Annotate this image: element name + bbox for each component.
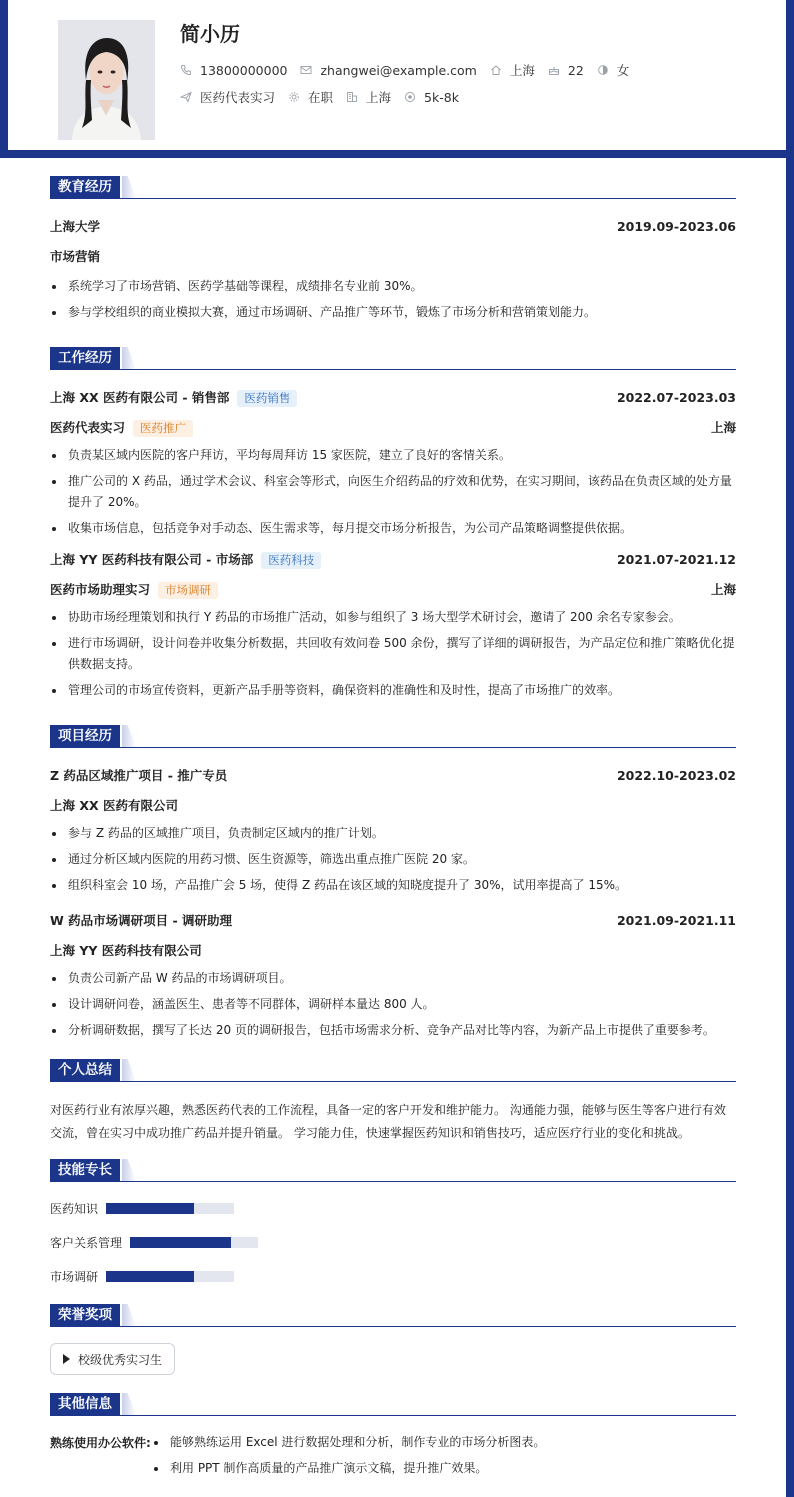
avatar-photo xyxy=(58,20,155,140)
email-item xyxy=(300,63,476,78)
job-entry xyxy=(50,549,736,701)
skill-bar-fill xyxy=(106,1203,194,1214)
skill-item xyxy=(50,1198,399,1218)
send-icon xyxy=(180,91,192,103)
project-org: 上海 XX 医药有限公司 xyxy=(50,798,178,813)
project-bullets xyxy=(50,968,736,1041)
position-line xyxy=(50,418,193,437)
job-bullets xyxy=(50,607,736,701)
skills-list xyxy=(50,1198,736,1300)
list-item: 参与学校组织的商业模拟大赛，通过市场调研、产品推广等环节，锻炼了市场分析和营销策划能力。 xyxy=(50,302,736,323)
phone-icon xyxy=(180,64,192,76)
industry-tag: 医药销售 xyxy=(237,390,297,407)
section-title-decoration xyxy=(122,725,136,747)
list-item: 协助市场经理策划和执行 Y 药品的市场推广活动，如参与组织了 3 场大型学术研讨会，邀请了 200 余名专家参会。 xyxy=(50,607,736,628)
status-value: 在职 xyxy=(308,90,334,105)
salary-value: 5k-8k xyxy=(424,89,459,105)
section-title: 个人总结 xyxy=(50,1059,120,1081)
section-header xyxy=(50,1159,736,1182)
position-name: 医药市场助理实习 xyxy=(50,581,151,597)
resume-content xyxy=(50,176,736,1484)
section-title: 教育经历 xyxy=(50,176,120,198)
gender-icon xyxy=(597,64,609,76)
list-item: 分析调研数据，撰写了长达 20 页的调研报告，包括市场需求分析、竞争产品对比等内容，为新产品上市提供了重要参考。 xyxy=(50,1020,736,1041)
project-date: 2021.09-2021.11 xyxy=(616,912,736,928)
city-item xyxy=(490,61,535,79)
section-header xyxy=(50,725,736,748)
project-org-row xyxy=(50,940,736,960)
major-row xyxy=(50,246,736,266)
section-title: 荣誉奖项 xyxy=(50,1304,120,1326)
job-date: 2021.07-2021.12 xyxy=(616,551,736,567)
job-date: 2022.07-2023.03 xyxy=(616,389,736,405)
list-item: 管理公司的市场宣传资料，更新产品手册等资料，确保资料的准确性和及时性，提高了市场推广的效率。 xyxy=(50,680,736,701)
phone-value: 13800000000 xyxy=(200,62,288,78)
section-header xyxy=(50,176,736,199)
project-org-row xyxy=(50,795,736,815)
section-header xyxy=(50,1393,736,1416)
skill-bar-fill xyxy=(106,1271,194,1282)
target-city-value: 上海 xyxy=(366,90,392,105)
play-triangle-icon xyxy=(63,1354,70,1364)
job-location: 上海 xyxy=(710,582,736,597)
mail-icon xyxy=(300,64,312,76)
summary-text: 对医药行业有浓厚兴趣，熟悉医药代表的工作流程，具备一定的客户开发和维护能力。 沟通能力强，能够与医生等客户进行有效交流，曾在实习中成功推广药品并提升销量。 学习能力佳，快速掌握医药知识和销售技巧，适应医疗行业的变化和挑战。 xyxy=(50,1103,726,1140)
position-line xyxy=(50,580,218,599)
position-row xyxy=(50,417,736,437)
position-tag: 医药推广 xyxy=(133,420,193,437)
section-title: 工作经历 xyxy=(50,347,120,369)
skills-section xyxy=(50,1159,736,1300)
projects-section xyxy=(50,725,736,1041)
list-item: 利用 PPT 制作高质量的产品推广演示文稿，提升推广效果。 xyxy=(152,1458,545,1479)
skill-bar-fill xyxy=(130,1237,231,1248)
coin-icon xyxy=(404,91,416,103)
award-toggle[interactable] xyxy=(50,1343,175,1375)
gender-value: 女 xyxy=(616,63,630,78)
job-header-row xyxy=(50,549,736,569)
job-target-value: 医药代表实习 xyxy=(200,90,276,105)
project-header-row xyxy=(50,910,736,930)
job-target-item xyxy=(180,88,275,106)
list-item: 设计调研问卷，涵盖医生、患者等不同群体，调研样本量达 800 人。 xyxy=(50,994,736,1015)
work-section xyxy=(50,347,736,701)
candidate-name: 简小历 xyxy=(180,22,240,46)
list-item: 能够熟练运用 Excel 进行数据处理和分析，制作专业的市场分析图表。 xyxy=(152,1432,545,1453)
skill-bar xyxy=(106,1271,234,1282)
award-label: 校级优秀实习生 xyxy=(78,1352,163,1367)
intention-row xyxy=(180,88,472,106)
home-icon xyxy=(490,64,502,76)
position-name: 医药代表实习 xyxy=(50,419,126,435)
project-name: Z 药品区域推广项目 - 推广专员 xyxy=(50,768,228,783)
list-item: 组织科室会 10 场，产品推广会 5 场，使得 Z 药品在该区域的知晓度提升了 30%，试用率提高了 15%。 xyxy=(50,875,736,896)
project-date: 2022.10-2023.02 xyxy=(616,767,736,783)
section-header xyxy=(50,347,736,370)
office-skills-label: 熟练使用办公软件: xyxy=(50,1436,151,1450)
section-title-decoration xyxy=(122,1059,136,1081)
position-row xyxy=(50,579,736,599)
gender-item xyxy=(597,61,630,79)
section-title-decoration xyxy=(122,1159,136,1181)
major-name: 市场营销 xyxy=(50,249,101,264)
section-title-decoration xyxy=(122,347,136,369)
project-name: W 药品市场调研项目 - 调研助理 xyxy=(50,913,233,928)
skill-item xyxy=(50,1232,399,1252)
project-entry xyxy=(50,910,736,1041)
list-item: 系统学习了市场营销、医药学基础等课程，成绩排名专业前 30%。 xyxy=(50,276,736,297)
education-header-row xyxy=(50,216,736,236)
list-item: 收集市场信息，包括竞争对手动态、医生需求等，每月提交市场分析报告，为公司产品策略调整提供依据。 xyxy=(50,518,736,539)
job-bullets xyxy=(50,445,736,539)
office-skills-bullets xyxy=(152,1430,545,1484)
project-bullets xyxy=(50,823,736,896)
salary-item xyxy=(404,90,459,105)
section-title: 项目经历 xyxy=(50,725,120,747)
skill-label: 市场调研 xyxy=(50,1269,99,1284)
gear-icon xyxy=(288,91,300,103)
age-item xyxy=(548,63,584,78)
education-date: 2019.09-2023.06 xyxy=(616,218,736,234)
city-value: 上海 xyxy=(509,63,535,78)
phone-item xyxy=(180,63,287,78)
target-city-item xyxy=(346,88,391,106)
office-skills xyxy=(50,1430,736,1484)
list-item: 通过分析区域内医院的用药习惯、医生资源等，筛选出重点推广医院 20 家。 xyxy=(50,849,736,870)
email-value: zhangwei@example.com xyxy=(320,62,477,78)
project-header-row xyxy=(50,765,736,785)
cake-icon xyxy=(548,64,560,76)
company-line xyxy=(50,550,321,569)
skill-bar xyxy=(106,1203,234,1214)
skill-bar xyxy=(130,1237,258,1248)
section-title-decoration xyxy=(122,1393,136,1415)
company-name: 上海 XX 医药有限公司 - 销售部 xyxy=(50,389,230,405)
job-header-row xyxy=(50,387,736,407)
other-section xyxy=(50,1393,736,1484)
school-name: 上海大学 xyxy=(50,219,101,234)
company-line xyxy=(50,388,297,407)
skill-label: 客户关系管理 xyxy=(50,1235,123,1250)
project-entry xyxy=(50,765,736,896)
age-value: 22 xyxy=(567,62,584,78)
right-border xyxy=(786,150,794,1497)
status-item xyxy=(288,88,333,106)
summary-section xyxy=(50,1059,736,1145)
list-item: 参与 Z 药品的区域推广项目，负责制定区域内的推广计划。 xyxy=(50,823,736,844)
education-section xyxy=(50,176,736,323)
section-title: 其他信息 xyxy=(50,1393,120,1415)
contact-row xyxy=(180,61,642,79)
list-item: 进行市场调研，设计问卷并收集分析数据，共回收有效问卷 500 余份，撰写了详细的调研报告，为产品定位和推广策略优化提供数据支持。 xyxy=(50,633,736,675)
skill-item xyxy=(50,1266,399,1286)
section-title-decoration xyxy=(122,176,136,198)
section-title: 技能专长 xyxy=(50,1159,120,1181)
honors-section xyxy=(50,1304,736,1375)
job-entry xyxy=(50,387,736,539)
industry-tag: 医药科技 xyxy=(261,552,321,569)
section-header xyxy=(50,1059,736,1082)
company-name: 上海 YY 医药科技有限公司 - 市场部 xyxy=(50,551,254,567)
position-tag: 市场调研 xyxy=(158,582,218,599)
list-item: 负责公司新产品 W 药品的市场调研项目。 xyxy=(50,968,736,989)
building-icon xyxy=(346,91,358,103)
list-item: 推广公司的 X 药品，通过学术会议、科室会等形式，向医生介绍药品的疗效和优势，在实习期间，该药品在负责区域的处方量提升了 20%。 xyxy=(50,471,736,513)
education-bullets xyxy=(50,276,736,323)
section-title-decoration xyxy=(122,1304,136,1326)
section-header xyxy=(50,1304,736,1327)
job-location: 上海 xyxy=(710,420,736,435)
project-org: 上海 YY 医药科技有限公司 xyxy=(50,943,202,958)
list-item: 负责某区域内医院的客户拜访，平均每周拜访 15 家医院，建立了良好的客情关系。 xyxy=(50,445,736,466)
skill-label: 医药知识 xyxy=(50,1201,99,1216)
